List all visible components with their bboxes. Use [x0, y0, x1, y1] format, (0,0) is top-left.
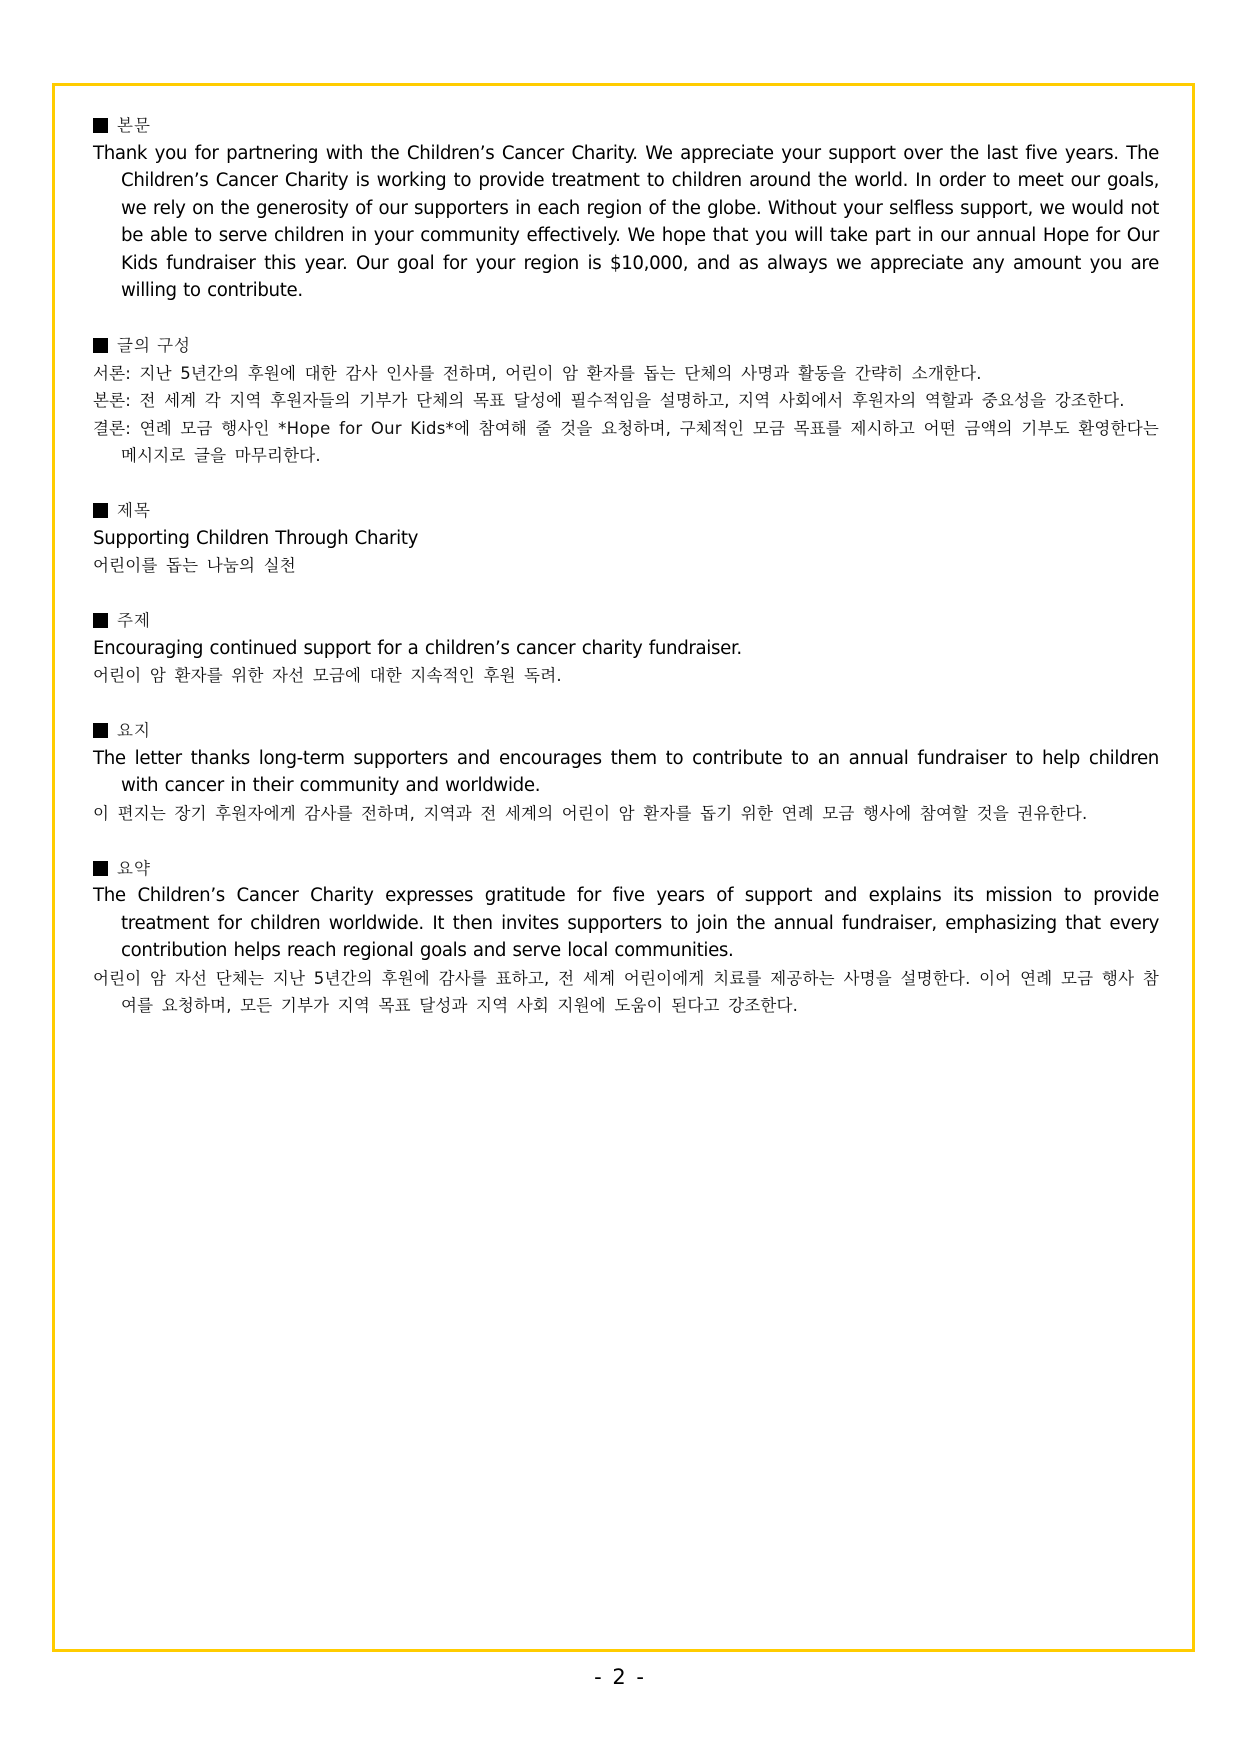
black-square-bullet-icon [93, 503, 108, 518]
section-body [93, 112, 1159, 305]
section-heading-label: 요약 [117, 858, 151, 878]
section-heading [93, 497, 1159, 525]
document-content [93, 112, 1159, 1047]
gist-korean: 이 편지는 장기 후원자에게 감사를 전하며, 지역과 전 세계의 어린이 암 환자를 돕기 위한 연례 모금 행사에 참여할 것을 권유한다. [93, 803, 1088, 823]
theme-english: Encouraging continued support for a children’s cancer charity fundraiser. [93, 637, 742, 659]
body-paragraph: Thank you for partnering with the Children’s Cancer Charity. We appreciate your support over the last five years. The Children’s Cancer Charity is working to provide treatment to children around the world. In order to meet our goals, we rely on the generosity of our supporters in each region of the globe. Without your selfless support, we would not be able to serve children in your community effectively. We hope that you will take part in our annual Hope for Our Kids fundraiser this year. Our goal for your region is $10,000, and as always we appreciate any amount you are willing to contribute. [93, 142, 1159, 301]
section-heading-label: 글의 구성 [117, 336, 192, 355]
section-heading [93, 855, 1159, 883]
section-gist [93, 717, 1159, 827]
black-square-bullet-icon [93, 338, 108, 353]
theme-korean: 어린이 암 환자를 위한 자선 모금에 대한 지속적인 후원 독려. [93, 666, 562, 685]
section-heading [93, 607, 1159, 635]
section-heading [93, 332, 1159, 360]
black-square-bullet-icon [93, 118, 108, 133]
section-heading-label: 제목 [117, 501, 151, 520]
black-square-bullet-icon [93, 613, 108, 628]
section-heading-label: 요지 [117, 721, 151, 740]
section-structure [93, 332, 1159, 470]
section-theme [93, 607, 1159, 690]
summary-korean: 어린이 암 자선 단체는 지난 5년간의 후원에 감사를 표하고, 전 세계 어린이에게 치료를 제공하는 사명을 설명한다. 이어 연례 모금 행사 참여를 요청하며, 모든 기부가 지역 목표 달성과 지역 사회 지원에 도움이 된다고 강조한다. [93, 968, 1159, 1015]
gist-english: The letter thanks long-term supporters and encourages them to contribute to an annual fundraiser to help children with cancer in their community and worldwide. [93, 747, 1159, 796]
black-square-bullet-icon [93, 861, 108, 876]
section-title [93, 497, 1159, 580]
section-heading [93, 112, 1159, 140]
black-square-bullet-icon [93, 723, 108, 738]
section-summary [93, 855, 1159, 1020]
summary-english: The Children’s Cancer Charity expresses gratitude for five years of support and explains its mission to provide treatment for children worldwide. It then invites supporters to join the annual fundraiser, emphasizing that every contribution helps reach regional goals and serve local communities. [93, 885, 1159, 961]
section-heading [93, 717, 1159, 745]
structure-conclusion: 결론: 연례 모금 행사인 *Hope for Our Kids*에 참여해 줄 것을 요청하며, 구체적인 모금 목표를 제시하고 어떤 금액의 기부도 환영한다는 메시지로 글을 마무리한다. [93, 418, 1159, 465]
section-heading-label: 주제 [117, 611, 151, 630]
title-english: Supporting Children Through Charity [93, 527, 419, 549]
structure-introduction: 서론: 지난 5년간의 후원에 대한 감사 인사를 전하며, 어린이 암 환자를 돕는 단체의 사명과 활동을 간략히 소개한다. [93, 363, 982, 383]
page-number: - 2 - [594, 1665, 646, 1689]
title-korean: 어린이를 돕는 나눔의 실천 [93, 556, 296, 575]
section-heading-label: 본문 [117, 116, 151, 135]
structure-main-body: 본론: 전 세계 각 지역 후원자들의 기부가 단체의 목표 달성에 필수적임을 설명하고, 지역 사회에서 후원자의 역할과 중요성을 강조한다. [93, 391, 1125, 410]
